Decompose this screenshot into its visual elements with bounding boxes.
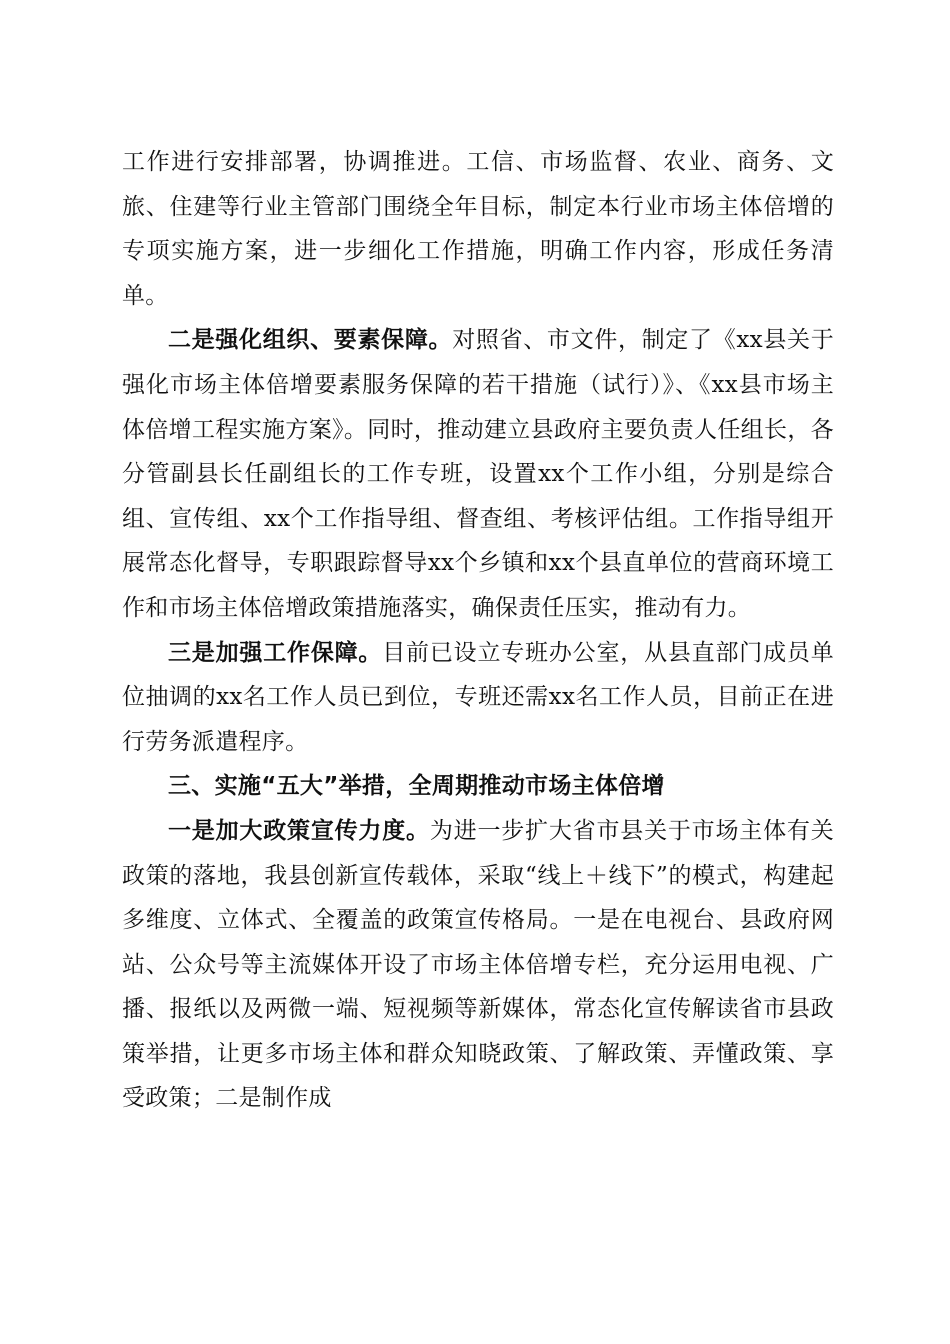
document-body: [122, 140, 834, 1121]
paragraph-work-guarantee: [122, 631, 834, 765]
paragraph-text: 目前已设立专班办公室，从县直部门成员单位抽调的xx名工作人员已到位，专班还需xx名工作人员，目前正在进行劳务派遣程序。: [122, 639, 834, 755]
paragraph-continued: [122, 140, 834, 318]
paragraph-text: 工作进行安排部署，协调推进。工信、市场监督、农业、商务、文旅、住建等行业主管部门围绕全年目标，制定本行业市场主体倍增的专项实施方案，进一步细化工作措施，明确工作内容，形成任务清单。: [122, 149, 834, 309]
section-heading: 三、实施“五大”举措，全周期推动市场主体倍增: [168, 773, 665, 800]
paragraph-policy-promotion: [122, 809, 834, 1121]
paragraph-text: 为进一步扩大省市县关于市场主体有关政策的落地，我县创新宣传载体，采取“线上＋线下”的模式，构建起多维度、立体式、全覆盖的政策宣传格局。一是在电视台、县政府网站、公众号等主流媒体开设了市场主体倍增专栏，充分运用电视、广播、报纸以及两微一端、短视频等新媒体，常态化宣传解读省市县政策举措，让更多市场主体和群众知晓政策、了解政策、弄懂政策、享受政策；二是制作成: [122, 817, 834, 1112]
paragraph-lead: 三是加强工作保障。: [168, 638, 383, 666]
paragraph-lead: 一是加大政策宣传力度。: [168, 816, 430, 844]
paragraph-lead: 二是强化组织、要素保障。: [168, 326, 453, 354]
paragraph-text: 对照省、市文件，制定了《xx县关于强化市场主体倍增要素服务保障的若干措施（试行）》、《xx县市场主体倍增工程实施方案》。同时，推动建立县政府主要负责人任组长，各分管副县长任副组长的工作专班，设置xx个工作小组，分别是综合组、宣传组、xx个工作指导组、督查组、考核评估组。工作指导组开展常态化督导，专职跟踪督导xx个乡镇和xx个县直单位的营商环境工作和市场主体倍增政策措施落实，确保责任压实，推动有力。: [122, 327, 834, 621]
paragraph-element-guarantee: [122, 318, 834, 630]
